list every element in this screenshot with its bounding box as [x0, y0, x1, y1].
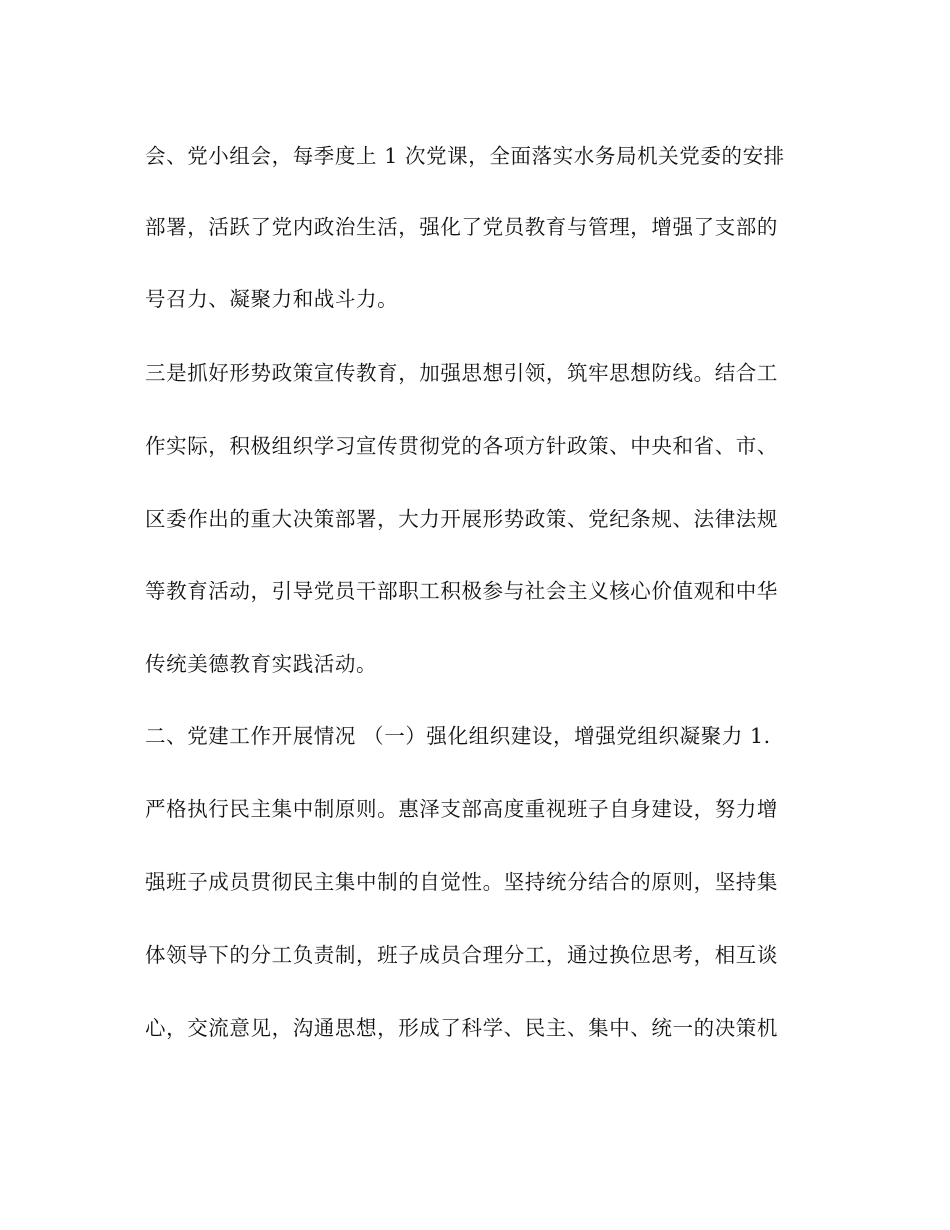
text-line: 体领导下的分工负责制，班子成员合理分工，通过换位思考，相互谈	[145, 943, 778, 967]
text-line: 严格执行民主集中制原则。惠泽支部高度重视班子自身建设，努力增	[145, 797, 778, 821]
text-line: 作实际，积极组织学习宣传贯彻党的各项方针政策、中央和省、市、	[145, 434, 778, 458]
text-line: 传统美德教育实践活动。	[145, 652, 378, 676]
text-line: 三是抓好形势政策宣传教育，加强思想引领，筑牢思想防线。结合工	[145, 361, 778, 385]
text-line: 强班子成员贯彻民主集中制的自觉性。坚持统分结合的原则，坚持集	[145, 870, 778, 894]
text-line: 号召力、凝聚力和战斗力。	[145, 287, 399, 311]
text-line: 等教育活动，引导党员干部职工积极参与社会主义核心价值观和中华	[145, 579, 778, 603]
text-line: 心，交流意见，沟通思想，形成了科学、民主、集中、统一的决策机	[145, 1016, 778, 1040]
text-line: 区委作出的重大决策部署，大力开展形势政策、党纪条规、法律法规	[145, 507, 778, 531]
text-line: 会、党小组会，每季度上 1 次党课，全面落实水务局机关党委的安排	[145, 144, 785, 168]
text-line: 二、党建工作开展情况 （一）强化组织建设，增强党组织凝聚力 1.	[145, 724, 771, 748]
text-line: 部署，活跃了党内政治生活，强化了党员教育与管理，增强了支部的	[145, 215, 778, 239]
